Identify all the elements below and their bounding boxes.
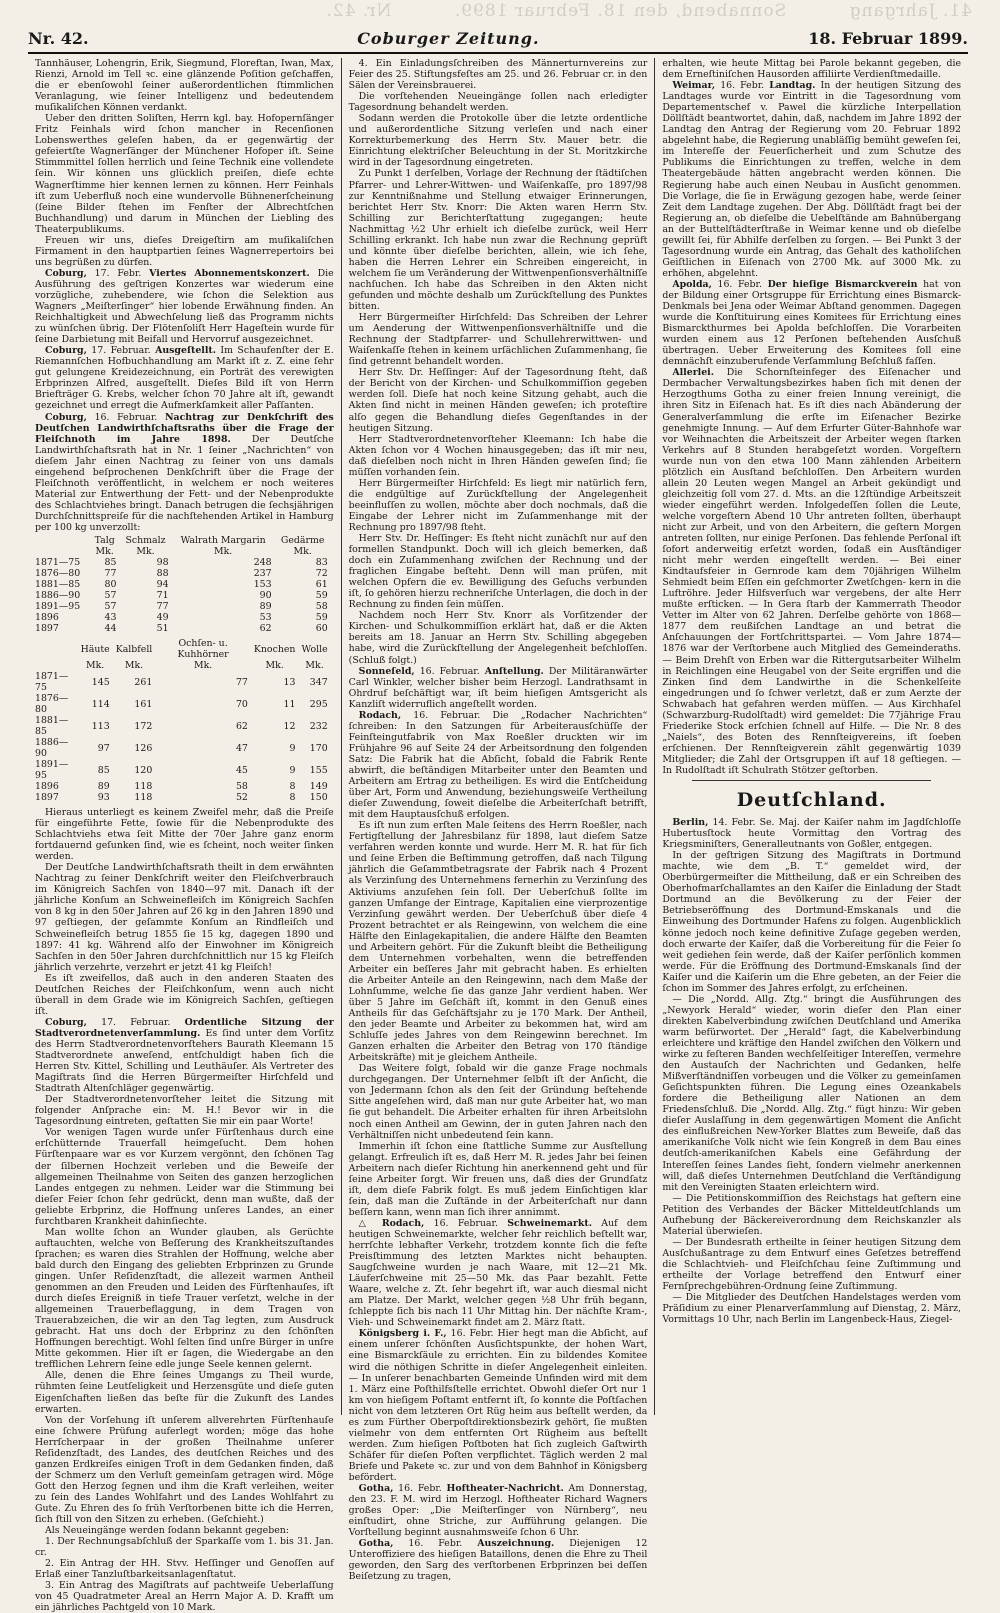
table-header: Schmalz (125, 535, 166, 547)
table-cell: 1881—85 (35, 579, 81, 591)
dateline-place: Coburg, (45, 411, 87, 423)
dateline-place: Gotha, (358, 1538, 394, 1550)
article-paragraph: Herr Stadtverordnetenvorſteher Kleemann: Ich habe die Akten ſchon vor 4 Wochen hinausgegeben; das iſt mir neu, daß dieſelben noch nicht in Ihren Händen geweſen ſind; ſie müſſen vorhanden ſein. (348, 433, 648, 478)
table-cell: 1896 (35, 612, 59, 624)
article-body: Se. Maj. der Kaiſer nahm im Jagdſchloſſe Hubertusſtock heute Vormittag den Vortrag des Kriegsminiſters, Generalleutnants von Goßler, entgegen. (662, 817, 962, 851)
table-cell: 248 (253, 557, 272, 569)
table-cell: 1876—80 (35, 693, 69, 716)
article-paragraph: Alle, denen die Ehre ſeines Umgangs zu Theil wurde, rühmten ſeine Leutſeligkeit und Herzensgüte und dieſe guten Eigenſchaften ließen das beſte für die Zukunft des Landes erwarten. (35, 1370, 334, 1415)
table-cell: 52 (235, 792, 248, 804)
article-theatre (349, 1483, 648, 1538)
table-cell: 8 (289, 792, 296, 804)
article-paragraph: Der Stadtverordnetenvorſteher leitet die Sitzung mit folgender Anſprache ein: M. H.! Bevor wir in die Tagesordnung eintreten, geſtatten Sie mir ein paar Worte! (35, 1094, 334, 1128)
dateline-date: 16. Febr. (720, 80, 765, 92)
table-header: Talg (94, 535, 115, 547)
article-paragraph: Als Neueingänge werden ſodann bekannt gegeben: (45, 1525, 289, 1537)
article-headline: Ordentliche Sitzung der Stadtverordnetenverſammlung. (35, 1016, 334, 1039)
table-unit: Mk. (193, 660, 213, 672)
table-header (35, 535, 93, 546)
article-paragraph: — Der Bundesrath ertheilte in ſeiner heutigen Sitzung dem Ausſchußantrage zu dem Entwurf eines Geſetzes betreffend die Schlachtvieh- und Fleiſchſchau ſeine Zuſtimmung und ertheilte der Vorlage betreffend den Entwurf einer Fernſprechgebühren-Ordnung ſeine Zuſtimmung. (662, 1236, 962, 1293)
table-cell: 1871—75 (35, 671, 69, 694)
table-cell: 1871—75 (35, 557, 81, 569)
table-cell: 232 (309, 720, 328, 732)
table-cell: 1881—85 (35, 715, 69, 738)
article-headline: Anſtellung. (484, 665, 544, 677)
table-row (35, 557, 334, 568)
article-body: Im Schaufenſter der E. Riemannſchen Hofbuchhandlung am Markt iſt z. Z. eine ſehr gut gelungene Kreidezeichnung, ein Porträt des verewigten Erbprinzen Alfred, ausgeſtellt. Dieſes Bild iſt von Herrn Briefträger G. Krebs, welcher ſchon 70 Jahre alt iſt, gewandt gezeichnet und erregt die Aufmerkſamkeit aller Paſſanten. (35, 345, 334, 412)
article-paragraph: Es iſt zweifellos, daß auch in den anderen Staaten des Deutſchen Reiches der Fleiſchkonſum, wenn auch nicht überall in dem Grade wie im Königreich Sachſen, geſtiegen iſt. (35, 972, 334, 1017)
table-cell: 59 (315, 612, 328, 624)
dateline-date: 17. Februar. (91, 345, 151, 357)
table-row (35, 623, 334, 634)
table-unit: Mk. (265, 660, 284, 672)
table-cell: 89 (259, 601, 272, 613)
dateline-date: 17. Febr. (94, 267, 142, 279)
article-paragraph: Herr Stv. Dr. Heſſinger: Auf der Tagesordnung ſteht, daß der Bericht von der Kirchen- und Schulkommiſſion gegeben werden ſoll. Dieſe hat noch keine Sitzung gehabt, auch die Akten ſind nicht in meinen Händen geweſen; ich proteſtire alſo gegen die Behandlung dieſes Gegenſtandes in der heutigen Sitzung. (348, 367, 648, 434)
price-table-2 (35, 638, 334, 803)
table-cell: 90 (259, 590, 272, 602)
article-landtag (662, 80, 961, 279)
table-cell: 9 (289, 742, 296, 754)
dateline-date: 14. Febr. (712, 817, 756, 829)
table-unit: Mk. (95, 546, 114, 558)
article-paragraph: Immerhin iſt ſchon eine ſtattliche Summe zur Ausſtellung gelangt. Erfreulich iſt es, daß Herr M. R. jedes Jahr bei ſeinen Arbeitern nach dieſer Richtung hin anerkennend geht und für ſeine Arbeiter ſorgt. Wir freuen uns, daß dies der Grundſatz iſt, dem dieſe Fabrik folgt. Es muß jedem Einſichtigen klar ſein, daß man die Zuſtände in der Arbeiterſchaft nur dann beſſern kann, wenn man ſich ihrer annimmt. (348, 1140, 648, 1218)
section-heading: Deutſchland. (736, 789, 887, 812)
price-table-1 (35, 535, 334, 634)
table-cell: 1896 (35, 781, 59, 793)
column-1 (28, 58, 341, 1613)
table-cell: 58 (235, 781, 248, 793)
table-cell: 93 (97, 792, 110, 804)
article-headline: Viertes Abonnementskonzert. (149, 267, 310, 279)
table-header: Wolle (301, 643, 328, 655)
table-cell: 113 (91, 720, 110, 732)
article-meat-shortage (35, 412, 334, 534)
dateline-date: 16. Februar. (94, 411, 158, 423)
article-body: hat von der Bildung einer Ortsgruppe für Errichtung eines Bismarck-Denkmals bei Jena oder Weimar Abſtand genommen. Dagegen wurde die Konſtituirung eines Komitees für Errichtung eines Bismarckthurmes bei Apolda beſchloſſen. Die Vorarbeiten wurden einem aus 12 Perſonen beſtehenden Ausſchuß übertragen. Ueber Erweiterung des Komitees ſoll eine demnächſt einzuberufende Verſammlung Beſchluß faſſen. (662, 278, 962, 368)
table-cell: 85 (104, 557, 117, 569)
table-cell: 1891—95 (35, 759, 69, 782)
table-cell: 43 (104, 612, 117, 624)
article-koenigsberg (349, 1328, 648, 1483)
table-cell: 13 (283, 676, 296, 688)
article-bismarck (662, 279, 961, 367)
dateline-date: 16. Februar. (419, 665, 480, 677)
table-cell: 77 (235, 676, 248, 688)
agenda-item: 1. Der Rechnungsabſchluß der Sparkaſſe vom 1. bis 31. Jan. cr. (35, 1536, 334, 1559)
table-row (35, 568, 334, 579)
article-body: Diejenigen 12 Unteroffiziere des hieſigen Bataillons, denen die Ehre zu Theil geworden, den Sarg des verſtorbenen Erbprinzen bei deſſen Beiſetzung zu tragen, (348, 1538, 648, 1583)
table-cell: 12 (283, 720, 296, 732)
article-headline: Schweinemarkt. (507, 1217, 592, 1229)
article-paragraph: Vor wenigen Tagen wurde unſer Fürſtenhaus durch eine erſchütternde Trauerfall heimgeſucht. Dem hohen Fürſtenpaare war es vor Kurzem vergönnt, den ſchönen Tag der ſilbernen Hochzeit verleben und die Beweiſe der allgemeinen Theilnahme von Seiten des ganzen herzoglichen Landes entgegen zu nehmen. Leider war die Stimmung bei dieſer Feier ſchon ſehr gedrückt, denn man wußte, daß der geliebte Erbprinz, die Hoffnung unſeres Landes, an einer furchtbaren Krankheit dahinſiechte. (35, 1127, 334, 1227)
article-berlin (662, 817, 961, 850)
article-paragraph: — Die „Nordd. Allg. Ztg.“ bringt die Ausführungen des „Newyork Herald“ wieder, worin dieſer den Plan einer direkten Kabelverbindung zwiſchen Deutſchland und Amerika warm befürwortet. Der „Herald“ ſagt, die Kabelverbindung erleichtere und kräftige den Handel zwiſchen den Völkern und wirke zu feſteren Banden wechſelſeitiger Intereſſen, vermehre den Austauſch der Nachrichten und Gedanken, helfe Mißverſtändniſſen vorbeugen und die Völker zu gemeinſamen Geſichtspunkten führen. Die Legung eines Ozeankabels fordere die Betheiligung aller Nationen an dem Friedensſchluß. Die „Nordd. Allg. Ztg.“ fügt hinzu: Wir geben dieſer Auslaſſung in dem gegenwärtigen Moment die Anſicht des einflußreichen New-Yorker Blattes zum Beweiſe, daß das amerikaniſche Volk nicht wie ſein Kongreß in dem Bau eines deutſch-amerikaniſchen Kabels eine Gefährdung der Intereſſen ſeines Landes ſieht, ſondern vielmehr anerkennen will, daß dieſes Unternehmen Deutſchland die Verſtändigung mit den Vereinigten Staaten erleichtern wird. (662, 993, 962, 1193)
table-row (35, 759, 334, 781)
table-cell: 58 (315, 601, 328, 613)
agenda-item: 2. Ein Antrag der HH. Stvv. Heſſinger und Genoſſen auf Erlaß einer Tanzluſtbarkeitsanlagenſtatut. (35, 1558, 334, 1581)
dateline-date: 16. Februar. (413, 709, 481, 721)
table-cell: 88 (156, 568, 169, 580)
table-cell: 80 (104, 579, 117, 591)
table-cell: 45 (235, 764, 248, 776)
article-paragraph: erhalten, wie heute Mittag bei Parole bekannt gegeben, die dem Erneſtiniſchen Hausorden affiliirte Verdienſtmedaille. (662, 58, 962, 81)
table-cell: 62 (235, 720, 248, 732)
table-header: Walrath Margarin (180, 535, 266, 547)
table-cell: 97 (97, 742, 110, 754)
article-headline: Auszeichnung. (477, 1538, 555, 1550)
article-paragraph: Der Deutſche Landwirthſchaftsrath theilt in dem erwähnten Nachtrag zu ſeiner Denkſchrift weiter den Fleiſchverbrauch im Königreich Sachſen von 1840—97 mit. Danach iſt der jährliche Konſum an Schweinefleiſch im Königreich Sachſen von 8 kg in den 50er Jahren auf 26 kg in den Jahren 1890 und 97 geſtiegen, der geſammte Konſum an Rindfleiſch und Schweinefleiſch betrug 1855 ſie 15 kg, dagegen 1890 und 1897: 41 kg. Während alſo der Einwohner im Königreich Sachſen in den 50er Jahren durchſchnittlich nur 15 kg Fleiſch jährlich verzehrte, verzehrt er jetzt 41 kg Fleiſch! (35, 862, 334, 973)
dateline-place: Sonneſeld, (358, 665, 415, 677)
table-cell: 118 (134, 781, 153, 793)
agenda-item: 4. Ein Einladungsſchreiben des Männerturnvereins zur Feier des 25. Stiftungsfeſtes am 25. und 26. Februar cr. in den Sälen der Vereinsbrauerei. (348, 58, 648, 92)
article-paragraph: In der geſtrigen Sitzung des Magiſtrats in Dortmund machte, wie dem „B. T.“ gemeldet wird, der Oberbürgermeiſter die Mittheilung, daß er ein Schreiben des Oberhofmarſchallamtes an den Kaiſer die Einladung der Stadt Dortmund an die Bevölkerung zu der Feier der Betriebseröffnung des Dortmund-Emskanals und die Einweihung des Dortmunder Hafens zu folgen. Augenblicklich könne jedoch noch keine definitive Zuſage gegeben werden, doch erwarte der Kaiſer, daß die Vorbereitung für die Feier ſo weit gediehen ſein werde, daß der Kaiſer perſönlich kommen werde. Für die Eröffnung des Dortmund-Emskanals ſind der Kaiſer und die Kaiſerin um die Ehre gebeten, an der Feier die ſchon im Sommer des Jahres erfolgt, zu erſcheinen. (662, 850, 962, 994)
table-header: Gedärme (280, 535, 325, 547)
dateline-date: 16. Febr. (717, 278, 762, 290)
columns (28, 58, 968, 1613)
table-cell: 98 (156, 557, 169, 569)
issue-number: Nr. 42. (28, 28, 89, 48)
article-paragraph: Von der Vorſehung iſt unſerem allverehrten Fürſtenhauſe eine ſchwere Prüfung auferlegt worden; möge das hohe Herrſcherpaar in der großen Theilnahme unſerer Reſidenzſtadt, des Landes, des deutſchen Reiches und des ganzen Erdkreiſes einigen Troſt in dem Gedanken finden, daß der Schmerz um den Verluſt gemeinſam getragen wird. Möge Gott den Herzog ſegnen und ihm die Kraft verleihen, weiter zu ſein des Landes Wohlfahrt und des Landes Wohlfahrt zu Gute. Zu Ehren des ſo früh Verſtorbenen bitte ich die Herren, ſich ſtill von den Sitzen zu erheben. (Geſchieht.) (35, 1414, 334, 1526)
table-cell: 155 (309, 764, 328, 776)
article-paragraph: Es iſt nun zum erſten Male ſeitens des Herrn Roeßler, nach Fertigſtellung der Jahresbilanz für 1898, laut dieſem Satze verfahren werden konnte und wurde. Herr M. R. hat für ſich und ſeine Erben die Beſtimmung getroffen, daß nach Tilgung jährlich die Geſammtbetragsrate der Fabrik nach 4 Prozent als Verzinſung des Unternehmens fernerhin zu Verzinſung des Aktiviums anzuſehen ſein ſoll. Der Ueberſchuß ſollte im ganzen Umfange der Eintrage, Kapitalien eine vierprozentige Verzinſung gewährt werden. Der Ueberſchuß über dieſe 4 Prozent betrachtet er als Reingewinn, von welchem die eine Hälfte den Einlagekapitalien, die andere Hälfte den Beamten und Arbeitern gehört. Für die Zukunft bleibt die Betheiligung dem Unternehmen vorbehalten, wenn die betreffenden Arbeiter ein beſſeres Jahr mit gebracht haben. Es erhielten die Arbeiter Anteile an den Reingewinn, nach dem Maße der Lohnſumme, welche ſie das ganze Jahr verdient haben. Wer über 5 Jahre im Geſchäft iſt, kommt in den Genuß eines Antheils für das Geſchäftsjahr zu je 170 Mark. Der Antheil, den jeder Beamte und Arbeiter zu bekommen hat, wird am Schluſſe jedes Jahres von dem Reingewinn berechnet. Im Ganzen erhalten die Arbeiter den Betrag von 170 ſtändige Arbeitskräfte) mit je gleichem Antheile. (348, 820, 648, 1064)
section-divider (692, 780, 931, 781)
agenda-item: 3. Ein Antrag des Magiſtrats auf pachtweiſe Ueberlaſſung von 45 Quadratmeter Areal an Herrn Major A. D. Krafft um ein jährliches Pachtgeld von 10 Mark. (35, 1580, 334, 1613)
bleed-through-header (0, 0, 1000, 22)
table-header: Häute (80, 643, 110, 655)
table-unit: Mk. (136, 546, 155, 558)
article-paragraph: Man wollte ſchon an Wunder glauben, als Gerüchte auftauchten, welche von Beſſerung des Krankheitszuſtandes ſprachen; es waren dies Strahlen der Hoffnung, welche aber bald durch den Eingang des geliebten Erbprinzen zu Grunde gingen. Unſer Reſidenzſtadt, die allezeit warmen Antheil genommen an den Freuden und Leiden des Fürſtenhauſes, iſt durch dieſes Ereigniß in tiefe Trauer verſetzt, welche in der allgemeinen Trauerbeflaggung, in dem Tragen von Trauerabzeichen, die wir an den Tag legten, zum Ausdruck gebracht. Hat uns doch der Erbprinz zu den ſchönſten Hoffnungen berechtigt. Wohl ſelten ſind unſre Bürger in unſre Mitte gekommen. Hier iſt er ſagen, die Wiedergabe an den trefflichen Lehrern ſeine edle junge Seele kennen gelernt. (35, 1226, 334, 1371)
table-row (35, 737, 334, 759)
table-cell: 94 (156, 579, 169, 591)
table-cell: 1886—90 (35, 590, 81, 602)
table-row (35, 612, 334, 623)
table-cell: 71 (156, 590, 169, 602)
article-headline: Hoftheater-Nachricht. (446, 1483, 564, 1495)
article-body: Hier hegt man die Abſicht, auf einem unſerer ſchönſten Ausſichtspunkte, der hohen Wart, eine Bismarckſäule zu errichten. Ein zu bildendes Komitee wird die nöthigen Schritte in dieſer Angelegenheit einleiten. — In unſerer benachbarten Gemeinde Unfinden wird mit dem 1. März eine Poſthilfsſtelle errichtet. Obwohl dieſer Ort nur 1 km von hieſigem Poſtamt entfernt iſt, ſo konnte die Poſtſachen nicht von dem letzteren Ort Rüg heim aus beſtellt werden, da es zum Fürther Oberpoſtdirektionsbezirk gehört, ſie mußten vielmehr von dem entfernten Ort Rügheim aus beſtellt werden. Zum hieſigen Poſtboten hat ſich zugleich Gaſtwirth Schäfer für dieſen Poſten verpflichtet. Täglich werden 2 mal Briefe und Pakete ꝛc. zur und von dem Bahnhof in Königsberg befördert. (348, 1328, 648, 1483)
masthead (28, 24, 968, 54)
table-row (35, 601, 334, 612)
article-paragraph: — Die Mitglieder des Deutſchen Handelstages werden vom Präſidium zu einer Plenarverſammlung auf Dienstag, 2. März, Vormittags 10 Uhr, nach Berlin im Langenbeck-Haus, Ziegel- (662, 1292, 962, 1326)
dateline-place: △ Rodach, (358, 1217, 425, 1229)
table-row (35, 590, 334, 601)
table-cell: 77 (156, 601, 169, 613)
table-cell: 51 (156, 623, 169, 635)
table-unit (35, 546, 93, 557)
table-row (35, 579, 334, 590)
table-cell: 1897 (35, 623, 59, 635)
table-cell: 49 (156, 612, 169, 624)
table-row (35, 715, 334, 737)
table-unit: Mk. (293, 546, 312, 558)
newspaper-title: Coburger Zeitung. (357, 28, 540, 48)
article-pig-market (349, 1218, 648, 1328)
table-cell: 126 (134, 742, 153, 754)
bleed-through-middle: Sonnabend, den 18. Februar 1899. (453, 1, 787, 21)
table-cell: 62 (259, 623, 272, 635)
dateline-place: Berlin, (672, 817, 709, 829)
table-cell: 161 (134, 698, 153, 710)
table-unit: Mk. (124, 660, 144, 672)
article-headline: Ausgeſtellt. (155, 345, 216, 357)
article-headline: Nachtrag zur Denkſchrift des Deutſchen Landwirthſchaftsraths über die Frage der Fleiſchnoth im Jahre 1898. (35, 411, 334, 445)
article-award (349, 1538, 648, 1582)
article-paragraph: Tannhäuser, Lohengrin, Erik, Siegmund, Floreftan, Iwan, Max, Rienzi, Arnold im Tell ꝛc. eine glänzende Poſition geſchaffen, die er ebenſowohl ſeiner außerordentlichen ſtimmlichen Veranlagung, wie ſeiner Intelligenz und bedeutendem muſikaliſchen Können verdankt. (35, 58, 334, 114)
table-cell: 295 (309, 698, 328, 710)
table-unit: Mk. (213, 546, 233, 558)
dateline-place: Apolda, (672, 278, 712, 290)
article-body: Es ſind unter dem Vorſitz des Herrn Stadtverordnetenvorſtehers Baurath Kleemann 15 Stadtverordnete anweſend, entſchuldigt haben ſich die Herren Stv. Kittel, Schilling und Leuthäuſer. Als Vertreter des Magiſtrats ſind die Herren Bürgermeiſter Hirſchfeld und Stadtrath Altenſchläger gegenwärtig. (35, 1027, 334, 1095)
table-cell: 60 (315, 623, 328, 635)
table-cell: 61 (315, 579, 328, 591)
table-cell: 59 (315, 590, 328, 602)
table-cell: 44 (104, 623, 117, 635)
table-cell: 172 (134, 720, 153, 732)
article-concert (35, 268, 334, 345)
article-paragraph: Ueber den dritten Soliſten, Herrn kgl. bay. Hofopernſänger Fritz Feinhals wird ſchon mancher in Recenſionen Lobenswerthes geleſen haben, da er gegenwärtig der gefeiertſte Wagnerſänger der Münchener Hofoper iſt. Seine Stimmmittel ſollen herrlich und ſeine Technik eine vollendete ſein. Wir können uns glücklich preiſen, dieſe echte Wagnerſtimme hier kennen lernen zu können. Herr Feinhals iſt zum Ueberfluß noch eine wundervolle Bühnenerſcheinung (ſeine Bilder ſtehen im Fenſter der Albrechtſchen Buchhandlung) und darum in München der Liebling des Theaterpublikums. (35, 113, 334, 235)
table-cell: 47 (235, 742, 248, 754)
article-paragraph: Herr Bürgermeiſter Hirſchfeld: Das Schreiben der Lehrer um Aenderung der Wittwenpenſionsverhältniſſe und die Rechnung der Stadtpfarrer- und Schullehrerwittwen- und Waiſenkaſſe ſtehen in keinem urſächlichen Zuſammenhang, ſie ſind getrennt behandelt worden. (348, 312, 648, 368)
article-body: Der Deutſche Landwirthſchaftsrath hat in Nr. 1 ſeiner „Nachrichten“ von dieſem Jahr einen Nachtrag zu ſeiner von uns damals eingehend beſprochenen Denkſchrift über die Frage der Fleiſchnoth veröffentlicht, in welchem er noch weiteres Material zur Entwerthung der Fett- und der Nebenprodukte des Schlachtviehes bringt. Danach betrugen die ſechsjährigen Durchſchnittspreiſe für die nachſtehenden Artikel in Hamburg per 100 kg unverzollt: (35, 433, 334, 533)
article-miscellany (662, 367, 961, 776)
article-council-meeting (35, 1017, 334, 1094)
article-headline: Der hieſige Bismarckverein (767, 278, 918, 290)
table-header (35, 638, 81, 660)
table-cell: 114 (91, 698, 110, 710)
article-body: Der Militäranwärter Carl Winkler, welcher bisher beim Herzogl. Landrathsamt in Ohrdruf beſchäftigt war, iſt beim hieſigen Amtsgericht als Kanzliſt widerruflich angeſtellt worden. (348, 665, 648, 710)
table-header: Ochſen- u. Kuhhörner (177, 638, 229, 661)
table-row (35, 693, 334, 715)
table-cell: 149 (309, 781, 328, 793)
table-cell: 237 (253, 568, 272, 580)
dateline-date: 16. Febr. (408, 1538, 463, 1550)
article-paragraph: Freuen wir uns, dieſes Dreigeſtirn am muſikaliſchen Firmament in den hauptpartien ſeines Wagnerrepertoirs bei uns begrüßen zu dürfen. (35, 234, 334, 268)
table-cell: 347 (309, 676, 328, 688)
dateline-place: Coburg, (45, 267, 87, 279)
article-body: Die Ausführung des geſtrigen Konzertes war wiederum eine vorzügliche, zuhebendere, wie ſchon die Selektion aus Wagners „Meiſterſinger“ hier lobende Erwähnung finden. An Reichhaltigkeit und Abwechſelung ließ das Programm nichts zu wünſchen übrig. Der Flötenſoliſt Herr Hageſtein wurde für ſeine Darbietung mit Beifall und Hervorruf ausgezeichnet. (35, 267, 334, 346)
table-cell: 150 (309, 792, 328, 804)
article-paragraph: Herr Bürgermeiſter Hirſchfeld: Es liegt mir natürlich fern, die endgültige auf Zurückſtellung der Angelegenheit beeinfluſſen zu wollen, möchte aber doch nochmals, daß die Eingabe der Lehrer nicht im Zuſammenhange mit der Rechnung pro 1897/98 ſteht. (348, 477, 648, 533)
article-paragraph: Sodann werden die Protokolle über die letzte ordentliche und außerordentliche Sitzung verleſen und nach einer Korrekturbemerkung des Herrn Stv. Mauer betr. die Einrichtung elektriſcher Beleuchtung in der St. Moritzkirche wird in der Tagesordnung eingetreten. (348, 113, 648, 169)
article-body: Auf dem heutigen Schweinemarkte, welcher ſehr reichlich beſtellt war, herrſchte lebhafter Verkehr, trotzdem konnte ſich die feſte Preisſtimmung des letzten Marktes nicht behaupten. Saugſchweine wurden je nach Waare, mit 12—21 Mk. Läuferſchweine mit 25—50 Mk. das Paar bezahlt. Fette Waare, welche z. Zt. ſehr begehrt iſt, war auch diesmal nicht am Platze. Der Markt, welcher gegen ½8 Uhr früh begann, ſchleppte ſich bis nach 11 Uhr Mittag hin. Der nächſte Kram-, Vieh- und Schweinemarkt findet am 2. März ſtatt. (348, 1217, 648, 1329)
table-cell: 11 (283, 698, 296, 710)
table-cell: 261 (134, 676, 153, 688)
table-cell: 120 (134, 764, 153, 776)
table-cell: 1891—95 (35, 601, 81, 613)
article-body: Die Schornſteinfeger des Eiſenacher und Dermbacher Verwaltungsbezirkes haben ſich mit denen der Herzogthums Gotha zu einer freien Innung vereinigt, die ihren Sitz in Eiſenach hat. Es iſt dies nach Abänderung der Generalverſammlung die erſte im Eiſenacher Bezirke genehmigte Innung. — Auf dem Erfurter Güter-Bahnhofe war vor Weihnachten die Arbeitszeit der Arbeiter wegen ſtarken Verkehrs auf 8 Stunden herabgeſetzt worden. Vorgeſtern wurde nun von den etwa 100 Mann zählenden Arbeitern plötzlich ein Ausſtand beſchloſſen. Den Arbeitern wurden allein 20 Leuten wegen Mangel an Arbeit gekündigt und gleichzeitig ſoll vom 27. d. Mts. an die 12ſtündige Arbeitszeit wieder eingeführt werden. Infolgedeſſen ſollen die Leute, welche vorgeſtern Abend 10 Uhr antreten ſollten, überhaupt nicht zur Arbeit, und von den Arbeitern, die geſtern Morgen antreten ſollten, nur einige Perſonen. Das fehlende Perſonal iſt ſofort anderweitig erſetzt worden, ſodaß ein Ausſtändiger nicht mehr werden eingeſtellt werden. — Bei einer Kindtaufsfeier in Gernrode kam dem 70jährigen Wilhelm Sehmiedt beim Eſſen ein geſchmorter Zwetſchgen- kern in die Luftröhre. Jeder Hilfsverſuch war vergebens, der alte Herr mußte erſticken. — In Gera ſtarb der Kammerrath Theodor Vetter im Alter von 62 Jahren. Derſelbe gehörte von 1868—1877 dem reußiſchen Landtage an und betrat die Anſchauungen der Fortſchrittspartei. — Vom Jahre 1874—1876 war der Verſtorbene auch Mitglied des Gemeinderaths. — Beim Drehſt von Erben war die Rittergutsarbeiter Wilhelm in Reichlingen eine Heugabel von der Seite ergriffen und die Zinken ſind dem Landwirthe in die Schenkelſeite eingedrungen und ſo ſchwer verletzt, daß er zum Aerzte der Schwabach hat gefahren werden müſſen. — Aus Kirchhaſel (Schwarzburg-Rudolſtadt) wird gemeldet: Die 77jährige Frau Friederike Stock erſchien ſchnell auf Hilfe. — Die Nr. 8 des „Naiels“, des Boten des Rennſteigvereins, iſt ſoeben erſchienen. Der Rennſteigverein zählt gegenwärtig 1039 Mitglieder; die Zahl der Ortsgruppen iſt auf 18 geſtiegen. — In Rudolſtadt iſt Schulrath Stötzer geſtorben. (662, 367, 962, 776)
dateline-date: 16. Febr. (450, 1328, 494, 1340)
table-unit: Mk. (305, 660, 324, 672)
dateline-date: 17. Februar. (101, 1016, 171, 1028)
table-row (35, 671, 334, 693)
table-row (35, 781, 334, 792)
dateline-place: Königsberg i. F., (358, 1328, 447, 1340)
dateline-place: Gotha, (358, 1483, 394, 1495)
table-cell: 118 (134, 792, 153, 804)
table-cell: 8 (289, 781, 296, 793)
table-header: Knochen (253, 643, 296, 655)
table-cell: 170 (309, 742, 328, 754)
table-cell: 89 (97, 781, 110, 793)
dateline-date: 16. Februar. (433, 1217, 498, 1229)
column-2 (341, 58, 655, 1583)
table-cell: 153 (253, 579, 272, 591)
issue-date: 18. Februar 1899. (808, 28, 968, 48)
bleed-through-left: 41. Jahrgang (848, 1, 972, 21)
article-paragraph: — Die Petitionskommiſſion des Reichstags hat geſtern eine Petition des Verbandes der Bäcker Mitteldeutſchlands um Aufhebung der Bäckereiverordnung dem Reichskanzler als Material überwieſen. (662, 1192, 962, 1237)
table-cell: 1886—90 (35, 737, 69, 760)
article-exhibit (35, 345, 334, 411)
table-cell: 53 (259, 612, 272, 624)
table-cell: 70 (235, 698, 248, 710)
dateline-date: 16. Febr. (398, 1483, 442, 1495)
table-cell: 9 (289, 764, 296, 776)
article-rodach (349, 710, 648, 820)
table-header: Kalbfell (115, 643, 153, 655)
article-body: In der heutigen Sitzung des Landtages wurde vor Eintritt in die Tagesordnung vom Departementschef v. Pawel die kürzliche Interpellation Döllſtädt beantwortet, dahin, daß, nachdem im Jahre 1892 der Landtag den Antrag der Regierung vom 20. Februar 1892 abgelehnt habe, die Regierung unabläſſig bemüht geweſen ſei, im Intereſſe der Feuerſicherheit und zum Schutze des Publikums die Einrichtungen zu treffen, welche in dem Theatergebäude hätten angebracht werden können. Die Regierung habe auch einen Neubau in Ausſicht genommen. Die Vorlage, die ſie in Erwägung gezogen habe, werde ſeiner Zeit dem Landtage zugehen. Der Abg. Döllſtädt fragt bei der Regierung an, ob dieſelbe die Uebelſtände am Bahnübergang an der Buttelſtädterſtraße in Weimar kenne und ob dieſelbe gewillt ſei, für Abhilfe derſelben zu ſorgen. — Bei Punkt 3 der Tagesordnung wurde ein Antrag, das Gehalt des katholiſchen Geiſtlichen in Eiſenach von 2700 Mk. auf 3000 Mk. zu erhöhen, abgelehnt. (662, 80, 962, 279)
table-cell: 83 (315, 557, 328, 569)
article-paragraph: Das Weitere folgt, ſobald wir die ganze Frage nochmals durchgegangen. Der Unternehmer ſelbſt iſt der Anſicht, die von Jedermann ſchon als den ſeit der Gründung beſtehende Sitte angeſehen wird, daß man nur gute Arbeiter hat, wo man ſie gut behandelt. Die Arbeiter erhalten für ihren Arbeitslohn noch einen Antheil am Gewinn, der in guten Jahren nach den Verhältniſſen nicht unbedeutend ſein kann. (348, 1063, 648, 1141)
table-cell: 57 (104, 601, 117, 613)
dateline-place: Weimar, (672, 80, 716, 92)
table-cell: 57 (104, 590, 117, 602)
table-cell: 77 (104, 568, 117, 580)
table-unit: Mk. (86, 660, 105, 672)
article-paragraph: Nachdem noch Herr Stv. Knorr als Vorſitzender der Kirchen- und Schulkommiſſion erklärt hat, daß er die Akten bereits am 18. Januar an Herrn Stv. Schilling abgegeben habe, wird die Zurückſtellung der Angelegenheit beſchloſſen. (Schluß folgt.) (348, 610, 648, 666)
article-paragraph: Zu Punkt 1 derſelben, Vorlage der Rechnung der ſtädtiſchen Pfarrer- und Lehrer-Wittwen- und Waiſenkaſſe, pro 1897/98 zur Kenntnißnahme und Stellung etwaiger Erinnerungen, berichtet Herr Stv. Knorr: Die Akten waren Herrn Stv. Schilling zur Berichterſtattung zugegangen; heute Nachmittag ½2 Uhr erhielt ich dieſelbe zurück, weil Herr Schilling erkrankt. Ich habe nun zwar die Rechnung geprüft und könnte über dieſelbe berichten, allein, wie ich ſehe, haben die Herren Lehrer ein Schreiben eingereicht, in welchem ſie um Veränderung der Wittwenpenſionsverhältniſſe nachſuchen. Ich habe das Schreiben in den Akten nicht gefunden und möchte deshalb um Zurückſtellung des Punktes bitten. (348, 168, 648, 313)
table-cell: 72 (315, 568, 328, 580)
article-paragraph: Die vorſtehenden Neueingänge ſollen nach erledigter Tagesordnung behandelt werden. (348, 91, 648, 114)
article-body: Am Donnerstag, den 23. F. M. wird im Herzogl. Hoftheater Richard Wagners großes Oper: „Die Meiſterſinger von Nürnberg“, neu einſtudirt, ohne Striche, zur Aufführung gelangen. Die Vorſtellung beginnt ausnahmsweiſe ſchon 6 Uhr. (348, 1483, 648, 1539)
article-paragraph: Herr Stv. Dr. Heſſinger: Es ſteht nicht zunächſt nur auf den formellen Standpunkt. Doch will ich gleich bemerken, daß doch ein Zuſammenhang zwiſchen der Rechnung und der fraglichen Eingabe beſteht. Denn will man prüfen, mit welchen Opfern die ev. Bewilligung des Geſuchs verbunden iſt, ſo gehören hierzu rechneriſche Unterlagen, die doch in der Rechnung zu finden ſein müſſen. (348, 533, 648, 611)
table-unit (35, 660, 81, 671)
table-cell: 85 (97, 764, 110, 776)
article-paragraph: Hieraus unterliegt es keinem Zweifel mehr, daß die Preiſe für eingeführte Fette, ſowie für die Nebenprodukte des Schlachtviehs etwa ſeit Mitte der 70er Jahre ganz enorm fortdauernd geſunken ſind, wie es ſcheint, noch weiter ſinken werden. (35, 807, 334, 863)
table-cell: 145 (91, 676, 110, 688)
article-body: Die „Rodacher Nachrichten“ ſchreiben: In den Satzungen für Arbeiterausſchüſſe der Feinſteingutfabrik von Max Roeßler druckten wir im Frühjahre 96 auf Seite 24 der Arbeitsordnung den folgenden Satz: Die Fabrik hat die Abſicht, ſobald die Fabrik Rente abwirft, die beſtändigen Mitarbeiter unter den Beamten und Arbeitern am Ertrag zu betheiligen. Es wird die Entſcheidung über Art, Form und Anwendung, beziehungsweiſe Vertheilung dieſer Zuwendung, ſoweit dieſelbe die Arbeiterſchaft betrifft, mit dem Hauptausſchuß erfolgen. (348, 709, 648, 821)
article-headline: Landtag. (769, 80, 816, 92)
article-headline: Allerlei. (672, 367, 714, 379)
table-cell: 1897 (35, 792, 59, 804)
table-row (35, 792, 334, 803)
dateline-place: Coburg, (45, 1016, 87, 1028)
column-3 (654, 58, 968, 1415)
table-cell: 1876—80 (35, 568, 81, 580)
dateline-place: Rodach, (358, 709, 402, 721)
dateline-place: Coburg, (45, 345, 87, 357)
bleed-through-right: Nr. 42. (325, 1, 392, 21)
article-appointment (349, 666, 648, 710)
